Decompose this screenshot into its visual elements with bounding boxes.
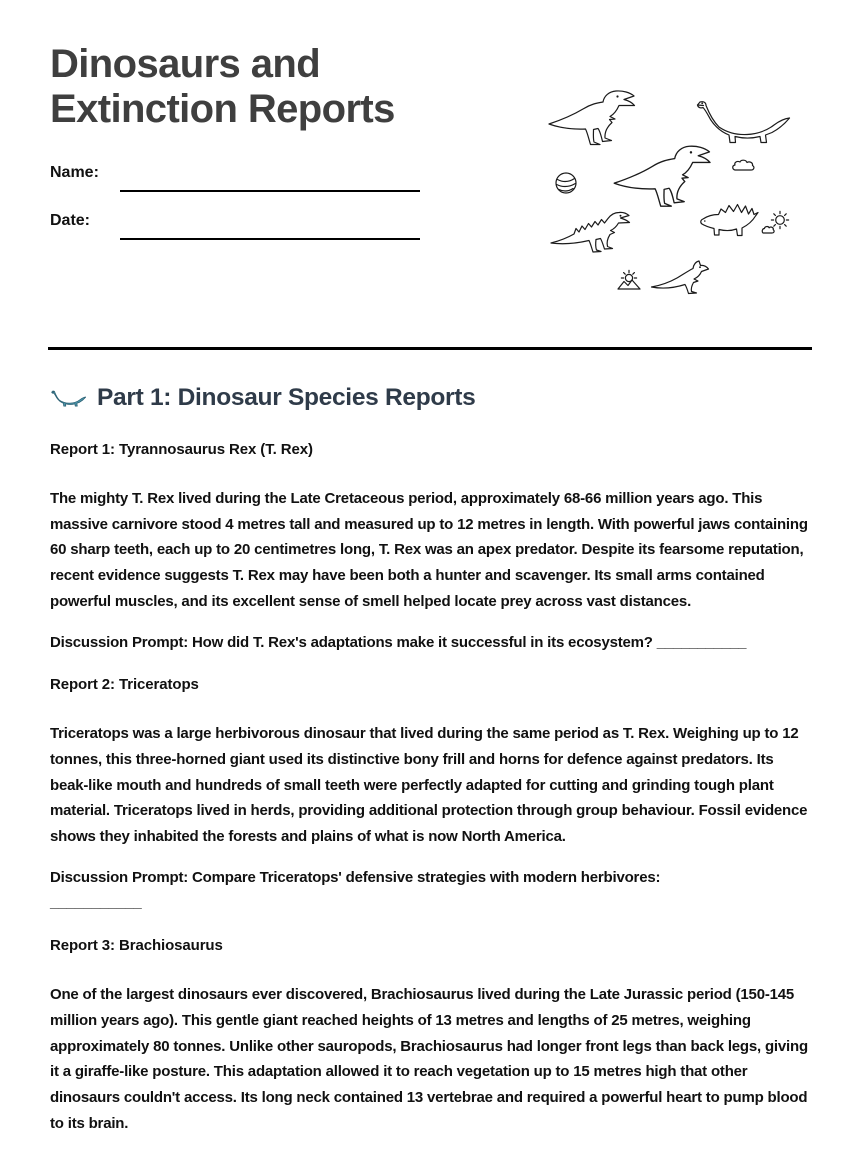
- dinosaur-illustration: [538, 82, 800, 297]
- report-title: Report 1: Tyrannosaurus Rex (T. Rex): [50, 441, 313, 458]
- section-heading-text: Part 1: Dinosaur Species Reports: [97, 384, 476, 411]
- trex-icon: [549, 91, 635, 145]
- spiky-dino-icon: [551, 212, 630, 252]
- name-label: Name:: [50, 164, 99, 181]
- planet-icon: [556, 173, 576, 193]
- sun-icon: [762, 211, 788, 233]
- trex-icon: [614, 146, 710, 206]
- reports-section: [50, 440, 812, 1151]
- report-title: Report 3: Brachiosaurus: [50, 937, 223, 955]
- date-blank-line: [120, 238, 420, 240]
- answer-blank: ___________: [656, 633, 747, 651]
- hadrosaur-icon: [652, 261, 709, 294]
- sauropod-icon: [50, 389, 86, 408]
- section-divider: [48, 347, 812, 350]
- cloud-icon: [733, 160, 754, 170]
- report-body: One of the largest dinosaurs ever discovered, Brachiosaurus lived during the Late Jurassic period (150-145 million years ago). This gentle giant reached heights of 13 metres and lengths of 25 metres, weighing approximately 80 tonnes. Unlike other sauropods, Brachiosaurus had longer front legs than back legs, giving it a giraffe-like posture. This adaptation allowed it to reach vegetation up to 15 metres high that other dinosaurs couldn't access. Its long neck contained 13 vertebrae and required a powerful heart to pump blood to its brain.: [50, 986, 808, 1132]
- discussion-prompt-text: Discussion Prompt: How did T. Rex's adaptations make it successful in its ecosystem?: [50, 633, 653, 651]
- discussion-prompt-text: Discussion Prompt: Compare Triceratops' defensive strategies with modern herbivores:: [50, 868, 661, 886]
- sauropod-icon: [698, 102, 790, 143]
- discussion-prompt: [50, 630, 812, 656]
- report-body: Triceratops was a large herbivorous dinosaur that lived during the same period as T. Rex. Weighing up to 12 tonnes, this three-horned giant used its distinctive bony frill and horns for defence against predators. Its beak-like mouth and hundreds of small teeth were perfectly adapted for cutting and grinding tough plant material. Triceratops lived in herds, providing additional protection through group behaviour. Fossil evidence shows they inhabited the forests and plains of what is now North America.: [50, 725, 808, 846]
- page-title: Dinosaurs and Extinction Reports: [50, 42, 395, 132]
- answer-blank: ___________: [50, 894, 142, 912]
- stegosaurus-icon: [701, 205, 758, 236]
- date-label: Date:: [50, 212, 91, 229]
- report-body: The mighty T. Rex lived during the Late Cretaceous period, approximately 68-66 million years ago. This massive carnivore stood 4 metres tall and measured up to 12 metres in length. With powerful jaws containing 60 sharp teeth, each up to 20 centimetres long, T. Rex was an apex predator. Despite its fearsome reputation, recent evidence suggests T. Rex may have been both a hunter and scavenger. Its small arms contained powerful muscles, and its excellent sense of smell helped locate prey across vast distances.: [50, 490, 808, 610]
- discussion-prompt: [50, 865, 812, 891]
- report-title: Report 2: Triceratops: [50, 676, 199, 694]
- name-blank-line: [120, 190, 420, 192]
- section-heading-part1: [50, 384, 475, 412]
- sunburst-icon: [618, 270, 640, 289]
